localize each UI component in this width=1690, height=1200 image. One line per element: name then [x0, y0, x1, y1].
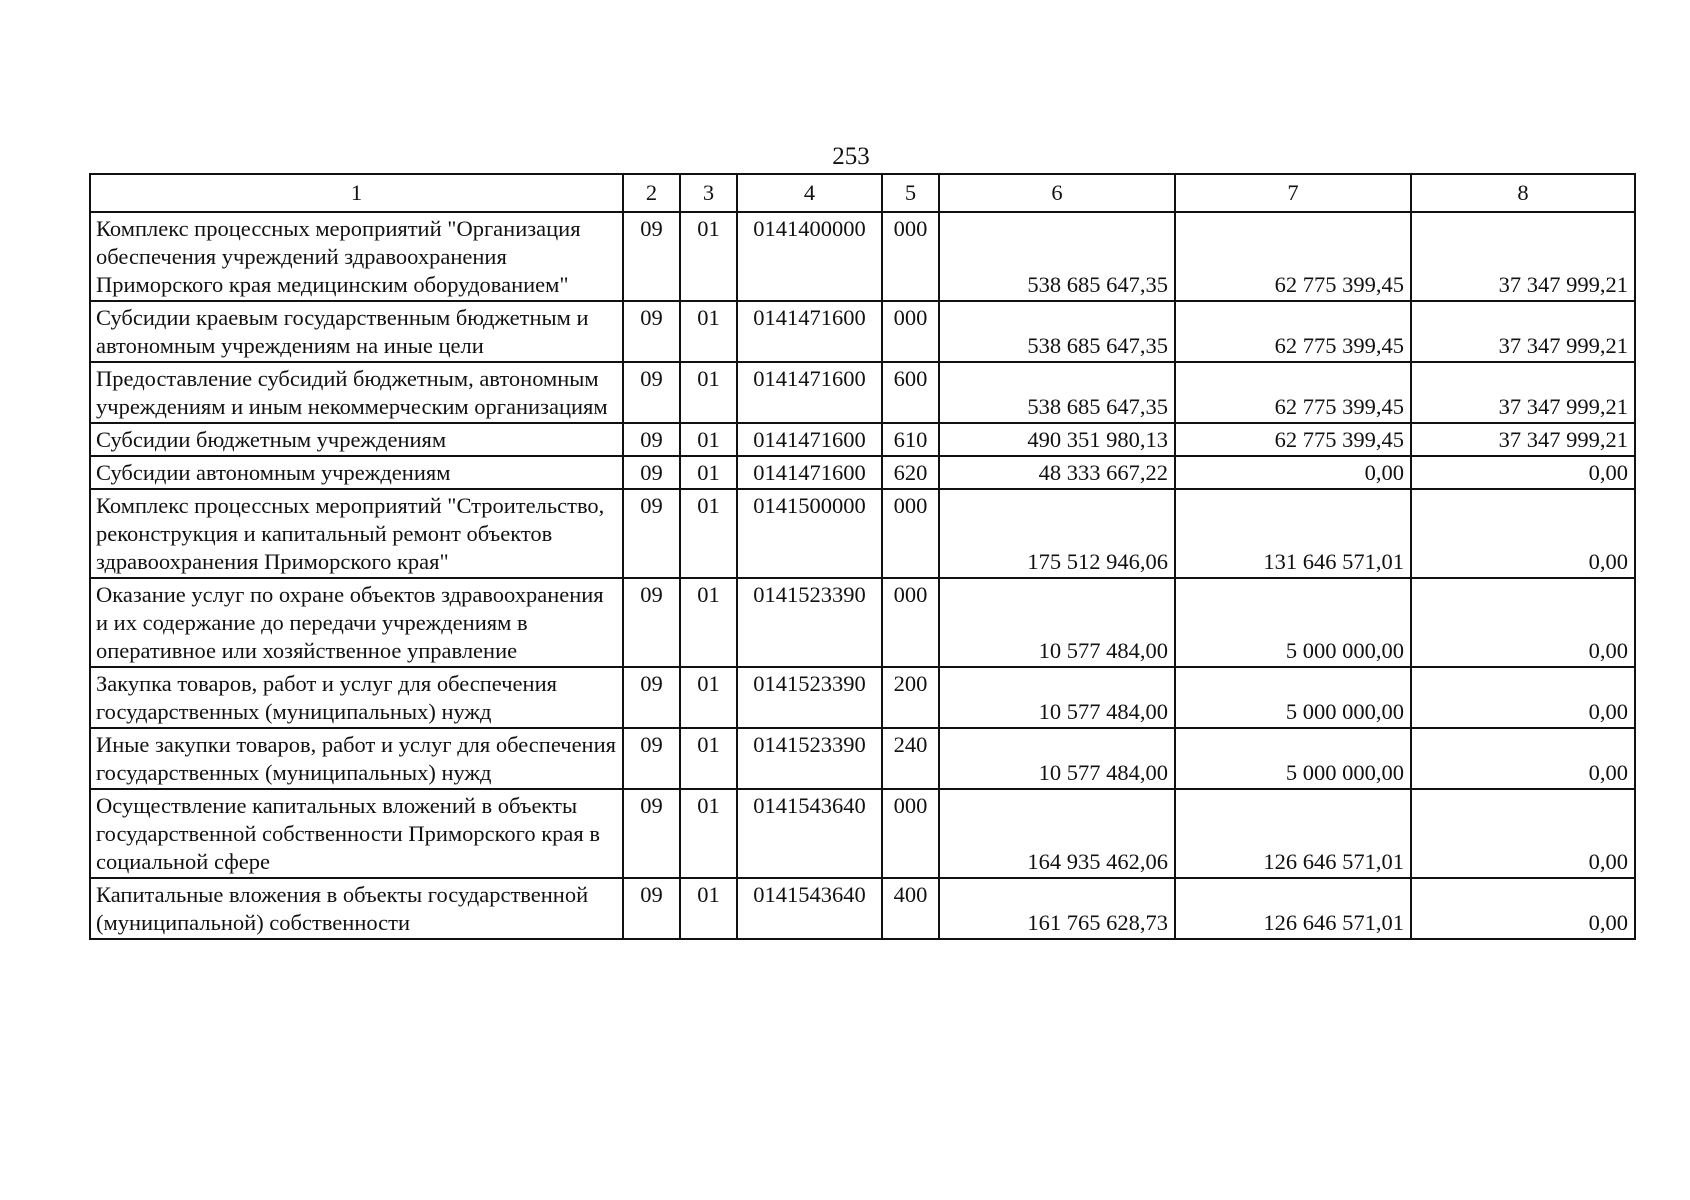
section-code-cell: 09 — [623, 456, 680, 489]
amount-col7-cell: 62 775 399,45 — [1175, 423, 1411, 456]
table-row — [90, 301, 1635, 362]
section-code-cell: 09 — [623, 489, 680, 578]
expense-type-cell: 000 — [882, 489, 939, 578]
expense-type-cell: 610 — [882, 423, 939, 456]
amount-col6-cell: 538 685 647,35 — [939, 301, 1175, 362]
subsection-code-cell: 01 — [680, 423, 737, 456]
expense-name-cell: Закупка товаров, работ и услуг для обеспечения государственных (муниципальных) нужд — [90, 667, 623, 728]
section-code-cell: 09 — [623, 362, 680, 423]
subsection-code-cell: 01 — [680, 578, 737, 667]
expense-name-cell: Предоставление субсидий бюджетным, автономным учреждениям и иным некоммерческим организациям — [90, 362, 623, 423]
expense-type-cell: 000 — [882, 789, 939, 878]
amount-col7-cell: 5 000 000,00 — [1175, 578, 1411, 667]
expense-name-cell: Капитальные вложения в объекты государственной (муниципальной) собственности — [90, 878, 623, 939]
table-row — [90, 789, 1635, 878]
amount-col8-cell: 0,00 — [1411, 667, 1635, 728]
column-header: 4 — [737, 174, 882, 212]
expense-name-cell: Субсидии автономным учреждениям — [90, 456, 623, 489]
target-article-cell: 0141543640 — [737, 878, 882, 939]
amount-col8-cell: 0,00 — [1411, 578, 1635, 667]
target-article-cell: 0141543640 — [737, 789, 882, 878]
section-code-cell: 09 — [623, 212, 680, 301]
amount-col6-cell: 538 685 647,35 — [939, 362, 1175, 423]
column-header: 6 — [939, 174, 1175, 212]
amount-col7-cell: 62 775 399,45 — [1175, 301, 1411, 362]
target-article-cell: 0141400000 — [737, 212, 882, 301]
amount-col7-cell: 0,00 — [1175, 456, 1411, 489]
column-header: 5 — [882, 174, 939, 212]
section-code-cell: 09 — [623, 423, 680, 456]
subsection-code-cell: 01 — [680, 667, 737, 728]
expense-type-cell: 240 — [882, 728, 939, 789]
column-header: 2 — [623, 174, 680, 212]
target-article-cell: 0141523390 — [737, 728, 882, 789]
table-row — [90, 423, 1635, 456]
column-header: 7 — [1175, 174, 1411, 212]
expense-type-cell: 000 — [882, 212, 939, 301]
amount-col6-cell: 538 685 647,35 — [939, 212, 1175, 301]
subsection-code-cell: 01 — [680, 728, 737, 789]
target-article-cell: 0141471600 — [737, 362, 882, 423]
amount-col6-cell: 175 512 946,06 — [939, 489, 1175, 578]
section-code-cell: 09 — [623, 789, 680, 878]
amount-col7-cell: 5 000 000,00 — [1175, 667, 1411, 728]
amount-col8-cell: 0,00 — [1411, 456, 1635, 489]
amount-col6-cell: 48 333 667,22 — [939, 456, 1175, 489]
subsection-code-cell: 01 — [680, 789, 737, 878]
subsection-code-cell: 01 — [680, 456, 737, 489]
amount-col7-cell: 5 000 000,00 — [1175, 728, 1411, 789]
amount-col6-cell: 161 765 628,73 — [939, 878, 1175, 939]
target-article-cell: 0141471600 — [737, 456, 882, 489]
target-article-cell: 0141523390 — [737, 578, 882, 667]
amount-col7-cell: 126 646 571,01 — [1175, 878, 1411, 939]
amount-col6-cell: 10 577 484,00 — [939, 667, 1175, 728]
target-article-cell: 0141500000 — [737, 489, 882, 578]
amount-col6-cell: 10 577 484,00 — [939, 728, 1175, 789]
amount-col8-cell: 0,00 — [1411, 728, 1635, 789]
expense-name-cell: Комплекс процессных мероприятий "Строительство, реконструкция и капитальный ремонт объектов здравоохранения Приморского края" — [90, 489, 623, 578]
table-row — [90, 578, 1635, 667]
amount-col7-cell: 62 775 399,45 — [1175, 212, 1411, 301]
expense-type-cell: 620 — [882, 456, 939, 489]
amount-col7-cell: 62 775 399,45 — [1175, 362, 1411, 423]
column-header: 1 — [90, 174, 623, 212]
expense-name-cell: Иные закупки товаров, работ и услуг для обеспечения государственных (муниципальных) нужд — [90, 728, 623, 789]
column-header: 8 — [1411, 174, 1635, 212]
target-article-cell: 0141523390 — [737, 667, 882, 728]
expense-name-cell: Субсидии краевым государственным бюджетным и автономным учреждениям на иные цели — [90, 301, 623, 362]
table-row — [90, 489, 1635, 578]
expense-type-cell: 200 — [882, 667, 939, 728]
expense-name-cell: Оказание услуг по охране объектов здравоохранения и их содержание до передачи учреждениям в оперативное или хозяйственное управление — [90, 578, 623, 667]
table-row — [90, 456, 1635, 489]
section-code-cell: 09 — [623, 578, 680, 667]
expense-type-cell: 000 — [882, 301, 939, 362]
table-header-row — [90, 174, 1635, 212]
target-article-cell: 0141471600 — [737, 423, 882, 456]
subsection-code-cell: 01 — [680, 878, 737, 939]
amount-col8-cell: 0,00 — [1411, 789, 1635, 878]
amount-col8-cell: 37 347 999,21 — [1411, 301, 1635, 362]
subsection-code-cell: 01 — [680, 212, 737, 301]
table-row — [90, 362, 1635, 423]
expense-name-cell: Комплекс процессных мероприятий "Организация обеспечения учреждений здравоохранения Приморского края медицинским оборудованием" — [90, 212, 623, 301]
section-code-cell: 09 — [623, 878, 680, 939]
subsection-code-cell: 01 — [680, 301, 737, 362]
amount-col7-cell: 126 646 571,01 — [1175, 789, 1411, 878]
table-row — [90, 878, 1635, 939]
expense-type-cell: 400 — [882, 878, 939, 939]
amount-col6-cell: 10 577 484,00 — [939, 578, 1175, 667]
table-row — [90, 212, 1635, 301]
amount-col8-cell: 37 347 999,21 — [1411, 212, 1635, 301]
amount-col8-cell: 0,00 — [1411, 489, 1635, 578]
amount-col8-cell: 0,00 — [1411, 878, 1635, 939]
table-row — [90, 728, 1635, 789]
amount-col6-cell: 490 351 980,13 — [939, 423, 1175, 456]
target-article-cell: 0141471600 — [737, 301, 882, 362]
amount-col8-cell: 37 347 999,21 — [1411, 423, 1635, 456]
section-code-cell: 09 — [623, 667, 680, 728]
expense-type-cell: 000 — [882, 578, 939, 667]
table-row — [90, 667, 1635, 728]
subsection-code-cell: 01 — [680, 362, 737, 423]
page-number: 253 — [832, 143, 870, 170]
section-code-cell: 09 — [623, 728, 680, 789]
amount-col7-cell: 131 646 571,01 — [1175, 489, 1411, 578]
amount-col8-cell: 37 347 999,21 — [1411, 362, 1635, 423]
amount-col6-cell: 164 935 462,06 — [939, 789, 1175, 878]
section-code-cell: 09 — [623, 301, 680, 362]
column-header: 3 — [680, 174, 737, 212]
expense-name-cell: Осуществление капитальных вложений в объекты государственной собственности Приморского края в социальной сфере — [90, 789, 623, 878]
expense-type-cell: 600 — [882, 362, 939, 423]
subsection-code-cell: 01 — [680, 489, 737, 578]
budget-table — [89, 173, 1636, 940]
expense-name-cell: Субсидии бюджетным учреждениям — [90, 423, 623, 456]
